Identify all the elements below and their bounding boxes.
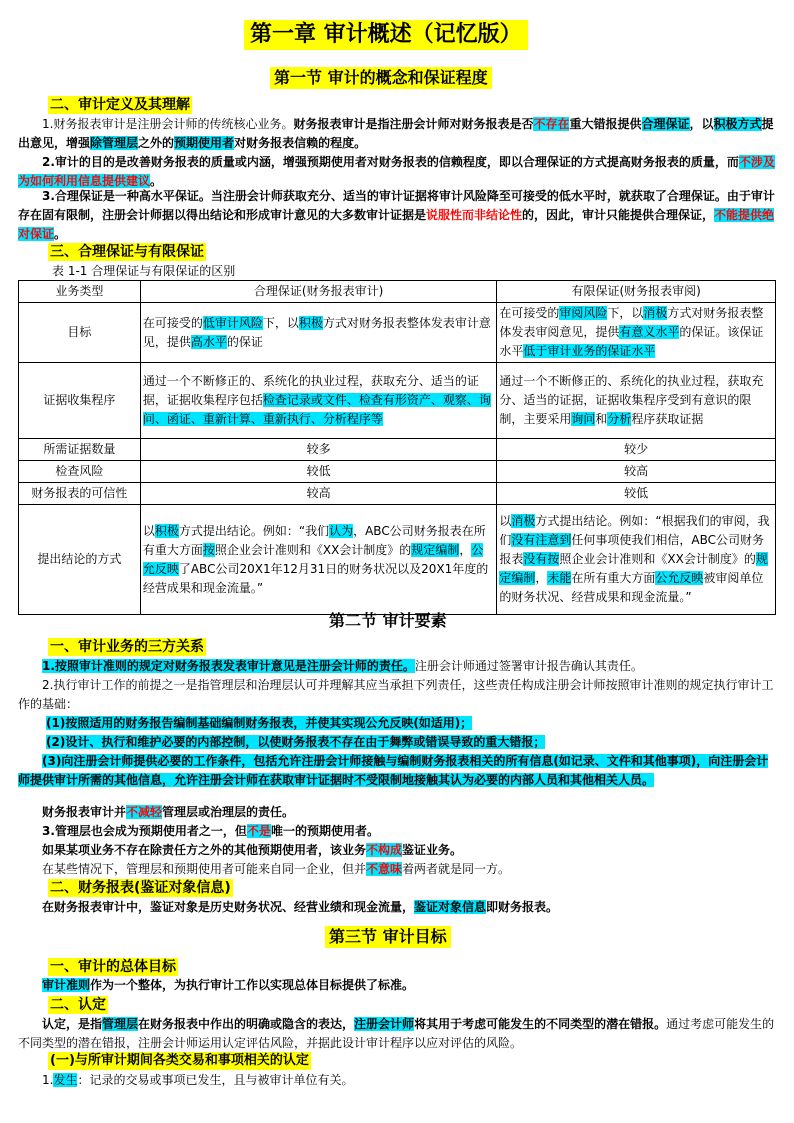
highlight: 按 — [202, 542, 215, 557]
text: 的保证 — [226, 334, 263, 349]
table-header-cell: 业务类型 — [19, 281, 141, 303]
highlight: 询问 — [571, 412, 596, 426]
highlight: 不构成 — [366, 843, 403, 857]
highlight: 积极 — [298, 315, 323, 330]
table-header-cell: 合理保证(财务报表审计) — [140, 281, 497, 303]
highlight: 分析 — [607, 412, 632, 426]
text: 3.合理保证是一种高水平保证。当注册会计师获取充分、适当的审计证据将审计风险降至可接受的低水平时，就获取了合理保证。由于审计存在固有限制，注册会计师据以得出结论和形成审计意见的大多数审计证据是 — [18, 189, 775, 222]
text: 方式对财务报表整体发表审计意见，提供 — [142, 315, 491, 349]
highlight: 低于审计业务的保证水平 — [523, 344, 656, 358]
highlight: 公允反映 — [142, 542, 484, 576]
text: 管理层或治理层的责任。 — [162, 805, 295, 819]
text: 作为一个整体，为执行审计工作以实现总体目标提供了标准。 — [90, 978, 415, 992]
list-item-2 — [18, 733, 778, 752]
text: 的，因此，审计只能提供合理保证， — [522, 208, 715, 222]
text: ，ABC公司财务报表在所有重大方面 — [142, 523, 486, 557]
paragraph-three-4 — [18, 822, 778, 841]
paragraph-def-3 — [18, 187, 778, 244]
highlight: 不能提供绝对保证 — [18, 208, 775, 241]
emphasis: 说服性而非结论性 — [426, 208, 523, 222]
text: 即财务报表。 — [486, 900, 559, 914]
highlight: 注册会计师 — [354, 1017, 415, 1031]
highlight: 除管理层 — [90, 136, 139, 150]
row-label: 所需证据数量 — [19, 439, 141, 461]
table-cell — [140, 363, 497, 439]
list-item-1 — [18, 714, 778, 733]
highlight: 未能 — [547, 571, 572, 585]
highlight: 审阅风险 — [559, 306, 608, 320]
text: 财务报表审计是指注册会计师对财务报表是否 — [293, 117, 534, 131]
highlight: 合理保证 — [641, 117, 690, 131]
highlight: 审计准则 — [42, 978, 91, 992]
table-cell — [140, 303, 497, 363]
text: ，以 — [689, 117, 714, 131]
heading-audit-definition: 二、审计定义及其理解 — [50, 97, 190, 113]
highlight: 不涉及为如何利用信息提供建议 — [18, 155, 775, 188]
table-cell: 较低 — [140, 461, 497, 483]
table-cell: 较低 — [497, 483, 776, 505]
highlight: 规定编制 — [499, 552, 768, 585]
highlight: 没有按 — [523, 552, 560, 566]
table-cell: 较多 — [140, 439, 497, 461]
text: 在可接受的 — [499, 306, 560, 320]
row-label: 提出结论的方式 — [19, 505, 141, 615]
highlight: 没有注意到 — [511, 533, 572, 547]
text: 方式提出结论。例如：“根据我们的审阅，我们 — [499, 514, 770, 547]
row-label: 检查风险 — [19, 461, 141, 483]
highlight: 积极 — [154, 523, 179, 538]
text: ， — [535, 571, 548, 585]
highlight: (1)按照适用的财务报告编制基础编制财务报表，并使其实现公允反映(如适用)； — [46, 716, 473, 730]
paragraph-overall — [18, 976, 778, 995]
text: 通过考虑可能发生的不同类型的潜在错报，注册会计师运用认定评估风险，并据此设计审计程序以应对评估的风险。 — [18, 1017, 775, 1050]
table-caption: 表 1-1 合理保证与有限保证的区别 — [52, 264, 236, 278]
row-label: 财务报表的可信性 — [19, 483, 141, 505]
paragraph-three-6 — [18, 860, 778, 879]
row-label: 目标 — [19, 303, 141, 363]
text: 认定，是指 — [42, 1017, 103, 1031]
text: 在所有重大方面 — [571, 571, 656, 585]
text: 1.财务报表审计是注册会计师的传统核心业务。 — [42, 117, 294, 131]
list-item-3 — [18, 752, 778, 790]
paragraph-report — [18, 898, 778, 917]
table-row — [19, 483, 776, 505]
paragraph-occurrence — [18, 1071, 778, 1090]
paragraph-three-3 — [18, 803, 778, 822]
text: 如果某项业务不存在除责任方之外的其他预期使用者，该业务 — [42, 843, 367, 857]
text: 在可接受的 — [142, 315, 203, 330]
text: 对财务报表信赖的程度。 — [234, 136, 367, 150]
highlight: 预期使用者 — [174, 136, 235, 150]
text: 通过一个不断修正的、系统化的执业过程，获取充分、适当的证据，证据收集程序包括 — [142, 374, 479, 407]
heading-three-party: 一、审计业务的三方关系 — [50, 639, 204, 655]
table-cell — [140, 505, 497, 615]
paragraph-three-5 — [18, 841, 778, 860]
highlight: 认为 — [329, 523, 354, 538]
highlight: 1.按照审计准则的规定对财务报表发表审计意见是注册会计师的责任。 — [42, 659, 415, 673]
highlight: 检查记录或文件、检查有形资产、观察、询问、函证、重新计算、重新执行、分析程序等 — [142, 393, 491, 426]
highlight: 不意味 — [366, 862, 403, 876]
section-title-2: 第二节 审计要素 — [329, 611, 447, 630]
text: 2.审计的目的是改善财务报表的质量或内涵，增强预期使用者对财务报表的信赖程度，即以合理保证的方式提高财务报表的质量，而 — [42, 155, 739, 169]
heading-financial-report: 二、财务报表(鉴证对象信息) — [50, 880, 231, 896]
table-row — [19, 439, 776, 461]
table-cell — [497, 505, 776, 615]
text: 照企业会计准则和《XX会计制度》的 — [559, 552, 756, 566]
text: 注册会计师通过签署审计报告确认其责任。 — [414, 659, 643, 673]
text: 1. — [42, 1073, 54, 1087]
paragraph-assertion — [18, 1015, 778, 1053]
text: 通过一个不断修正的、系统化的执业过程，获取充分、适当的证据，证据收集程序受到有意识的限制，主要采用 — [499, 374, 764, 426]
highlight: 公允反映 — [655, 571, 704, 585]
highlight: 有意义水平 — [619, 325, 680, 339]
highlight: 不是 — [246, 824, 271, 838]
highlight: (2)设计、执行和维护必要的内部控制，以使财务报表不存在由于舞弊或错误导致的重大错报； — [46, 735, 546, 749]
text: 着两者就是同一方。 — [402, 862, 511, 876]
table-cell — [497, 363, 776, 439]
text: 下，以 — [262, 315, 299, 330]
section-title-1: 第一节 审计的概念和保证程度 — [270, 67, 492, 89]
text: 唯一的预期使用者。 — [270, 824, 379, 838]
text: 在某些情况下，管理层和预期使用者可能来自同一企业，但并 — [42, 862, 367, 876]
table-cell: 较高 — [140, 483, 497, 505]
paragraph-def-1 — [18, 115, 778, 153]
paragraph-three-2: 2.执行审计工作的前提之一是指管理层和治理层认可并理解其应当承担下列责任，这些责任构成注册会计师按照审计准则的规定执行审计工作的基础： — [18, 678, 774, 711]
table-header-row — [19, 281, 776, 303]
highlight: 不存在 — [533, 117, 570, 131]
highlight: 消极 — [643, 306, 668, 320]
highlight: (3)向注册会计师提供必要的工作条件，包括允许注册会计师接触与编制财务报表相关的所有信息(如记录、文件和其他事项)，向注册会计师提供审计所需的其他信息，允许注册会计师在获取审计证据时不受限制地接触其认为必要的内部人员和其他相关人员。 — [18, 754, 769, 787]
heading-overall-goal: 一、审计的总体目标 — [50, 959, 176, 975]
text: 的保证。该保证水平 — [499, 325, 764, 358]
table-row — [19, 461, 776, 483]
highlight: 低审计风险 — [202, 315, 263, 330]
text: 以 — [142, 523, 155, 538]
text: 和 — [595, 412, 608, 426]
highlight: 发生 — [53, 1073, 78, 1087]
chapter-title: 第一章 审计概述（记忆版） — [244, 20, 528, 50]
table-header-cell: 有限保证(财务报表审阅) — [497, 281, 776, 303]
table-cell — [497, 303, 776, 363]
text: ， — [459, 542, 472, 557]
text: 方式对财务报表整体发表审阅意见，提供 — [499, 306, 764, 339]
heading-assertion: 二、认定 — [50, 997, 106, 1013]
paragraph-def-2 — [18, 153, 778, 191]
table-cell: 较少 — [497, 439, 776, 461]
text: 方式提出结论。例如：“我们 — [178, 523, 330, 538]
highlight: 积极方式 — [713, 117, 762, 131]
text: ：记录的交易或事项已发生，且与被审计单位有关。 — [77, 1073, 354, 1087]
text: 在财务报表审计中，鉴证对象是历史财务状况、经营业绩和现金流量， — [42, 900, 415, 914]
highlight: 规定编制 — [411, 542, 460, 557]
text: 。 — [54, 227, 67, 241]
text: 鉴证业务。 — [402, 843, 463, 857]
table-row — [19, 303, 776, 363]
assurance-comparison-table — [18, 280, 776, 615]
table-cell: 较高 — [497, 461, 776, 483]
highlight: 不减轻 — [126, 805, 163, 819]
text: 之外的 — [138, 136, 175, 150]
paragraph-three-1 — [18, 657, 778, 676]
text: 将其用于考虑可能发生的不同类型的潜在错报。 — [414, 1017, 667, 1031]
text: 下，以 — [607, 306, 644, 320]
highlight: 高水平 — [190, 334, 227, 349]
heading-transactions: (一)与所审计期间各类交易和事项相关的认定 — [50, 1053, 309, 1068]
text: 财务报表审计并 — [42, 805, 127, 819]
text: 3.管理层也会成为预期使用者之一，但 — [42, 824, 247, 838]
text: 程序获取证据 — [631, 412, 704, 426]
text: 了ABC公司20X1年12月31日的财务状况以及20X1年度的经营成果和现金流量。” — [142, 561, 489, 595]
highlight: 管理层 — [102, 1017, 139, 1031]
highlight: 消极 — [511, 514, 536, 528]
table-row — [19, 505, 776, 615]
text: 。 — [150, 174, 163, 188]
row-label: 证据收集程序 — [19, 363, 141, 439]
section-title-3: 第三节 审计目标 — [325, 926, 451, 948]
table-row — [19, 363, 776, 439]
text: 任何事项使我们相信，ABC公司财务报表 — [499, 533, 764, 566]
highlight: 鉴证对象信息 — [414, 900, 487, 914]
text: 在财务报表中作出的明确或隐含的表达， — [138, 1017, 355, 1031]
heading-assurance: 三、合理保证与有限保证 — [50, 244, 204, 260]
text: 照企业会计准则和《XX会计制度》的 — [214, 542, 412, 557]
text: 提出意见，增强 — [18, 117, 774, 150]
text: 重大错报提供 — [569, 117, 642, 131]
text: 被审阅单位的财务状况、经营成果和现金流量。” — [499, 571, 764, 604]
text: 以 — [499, 514, 512, 528]
